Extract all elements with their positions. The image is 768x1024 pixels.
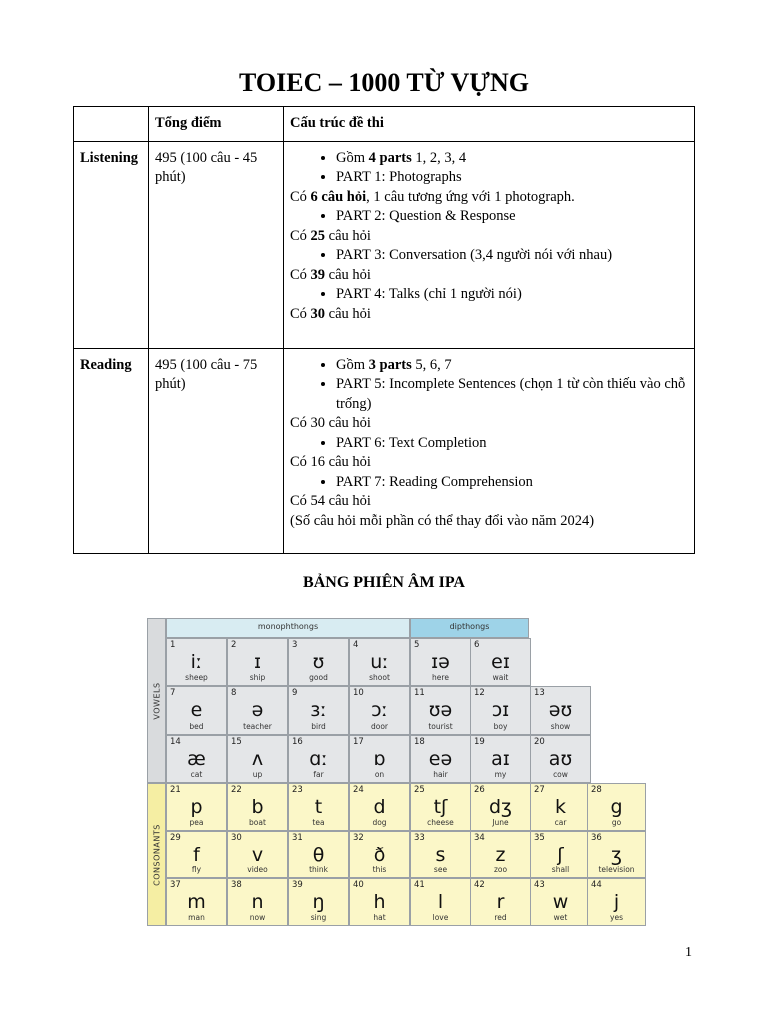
table-row-reading [74,348,695,553]
ipa-cell-number: 25 [414,785,425,795]
ipa-cell-18 [410,735,471,783]
ipa-cell-number: 42 [474,880,485,890]
ipa-example-word: this [372,865,387,874]
monophthongs-header: monophthongs [166,618,410,638]
ipa-example-word: television [598,865,635,874]
reading-bullet-list [290,434,688,454]
ipa-cell-22 [227,783,288,831]
ipa-symbol: aʊ [548,748,573,770]
ipa-cell-14 [166,735,227,783]
ipa-symbol: n [251,891,264,913]
ipa-symbol: ʊ [312,651,325,673]
listening-bullet-item: • Gồm 4 parts 1, 2, 3, 4 [336,149,688,169]
ipa-cell-number: 3 [292,640,298,650]
ipa-example-word: hat [373,913,386,922]
consonants-side-label [147,783,166,926]
ipa-cell-number: 12 [474,688,485,698]
ipa-symbol: k [554,796,566,818]
ipa-cell-number: 41 [414,880,425,890]
ipa-cell-39 [288,878,349,926]
table-row-listening [74,141,695,348]
ipa-cell-number: 18 [414,737,425,747]
ipa-symbol: əʊ [548,699,573,721]
ipa-symbol: ɒ [373,748,386,770]
ipa-cell-number: 36 [591,833,602,843]
page-number: 1 [685,945,692,960]
ipa-symbol: t [314,796,323,818]
ipa-cell-29 [166,831,227,878]
listening-question-count: Có 30 câu hỏi [290,305,371,322]
reading-bullet-item: • Gồm 3 parts 5, 6, 7 [336,356,688,376]
ipa-symbol: aɪ [491,748,510,770]
ipa-example-word: good [309,673,328,682]
ipa-cell-19 [470,735,531,783]
ipa-example-word: tourist [428,722,453,731]
ipa-cell-number: 37 [170,880,181,890]
ipa-cell-number: 11 [414,688,425,698]
ipa-cell-number: 7 [170,688,176,698]
ipa-example-word: up [252,770,263,779]
ipa-cell-10 [349,686,410,735]
ipa-symbol: ɜː [310,699,327,721]
ipa-example-word: teacher [243,722,272,731]
ipa-symbol: l [437,891,444,913]
listening-bullet-item: • PART 3: Conversation (3,4 người nói với nhau) [336,246,688,266]
ipa-section-title: BẢNG PHIÊN ÂM IPA [303,574,465,591]
ipa-symbol: eɪ [491,651,510,673]
ipa-cell-32 [349,831,410,878]
reading-structure [284,348,695,553]
ipa-cell-28 [587,783,646,831]
ipa-example-word: on [374,770,385,779]
ipa-symbol: ʊə [428,699,453,721]
ipa-cell-4 [349,638,410,686]
ipa-cell-number: 43 [534,880,545,890]
ipa-example-word: shoot [369,673,390,682]
ipa-cell-number: 44 [591,880,602,890]
ipa-cell-number: 32 [353,833,364,843]
ipa-symbol: ɔː [371,699,388,721]
ipa-example-word: go [611,818,622,827]
ipa-example-word: hair [433,770,448,779]
ipa-symbol: ŋ [312,891,325,913]
ipa-cell-21 [166,783,227,831]
ipa-example-word: show [550,722,571,731]
ipa-example-word: video [247,865,268,874]
ipa-symbol: f [193,844,200,866]
ipa-example-word: see [433,865,448,874]
ipa-symbol: h [373,891,386,913]
ipa-cell-number: 15 [231,737,242,747]
ipa-cell-12 [470,686,531,735]
reading-score: 495 (100 câu - 75 phút) [149,348,284,553]
ipa-example-word: now [249,913,266,922]
consonants-label-text: CONSONANTS [152,823,161,886]
ipa-example-word: car [554,818,567,827]
ipa-symbol: iː [190,651,203,673]
reading-bullet-list [290,356,688,415]
ipa-cell-number: 39 [292,880,303,890]
ipa-cell-16 [288,735,349,783]
ipa-symbol: p [190,796,203,818]
ipa-cell-3 [288,638,349,686]
reading-question-count: Có 30 câu hỏi [290,415,371,431]
ipa-cell-17 [349,735,410,783]
ipa-cell-44 [587,878,646,926]
ipa-example-word: my [494,770,507,779]
reading-question-count: Có 16 câu hỏi [290,454,371,470]
ipa-cell-1 [166,638,227,686]
toeic-structure-table [73,106,695,554]
ipa-cell-number: 30 [231,833,242,843]
ipa-example-word: zoo [493,865,508,874]
ipa-symbol: s [435,844,446,866]
vowels-label-text: VOWELS [152,681,161,720]
ipa-example-word: pea [189,818,204,827]
ipa-example-word: boat [249,818,266,827]
ipa-cell-number: 5 [414,640,420,650]
ipa-example-word: sing [310,913,327,922]
ipa-cell-number: 24 [353,785,364,795]
ipa-cell-9 [288,686,349,735]
ipa-cell-number: 35 [534,833,545,843]
ipa-cell-43 [530,878,591,926]
ipa-chart [147,618,647,926]
ipa-cell-number: 19 [474,737,485,747]
ipa-cell-number: 26 [474,785,485,795]
ipa-example-word: cat [190,770,203,779]
ipa-cell-number: 21 [170,785,181,795]
ipa-example-word: ship [249,673,266,682]
ipa-cell-number: 16 [292,737,303,747]
ipa-symbol: ɔɪ [491,699,510,721]
ipa-cell-15 [227,735,288,783]
ipa-cell-number: 38 [231,880,242,890]
ipa-symbol: b [251,796,264,818]
ipa-cell-20 [530,735,591,783]
ipa-symbol: eə [428,748,453,770]
ipa-cell-number: 17 [353,737,364,747]
ipa-cell-36 [587,831,646,878]
header-structure: Cấu trúc đề thi [284,107,695,142]
ipa-example-word: man [188,913,205,922]
listening-bullet-list [290,285,688,305]
ipa-example-word: bed [189,722,204,731]
ipa-cell-number: 28 [591,785,602,795]
document-title: TOIEC – 1000 TỪ VỰNG [239,68,529,97]
ipa-cell-number: 23 [292,785,303,795]
ipa-example-word: bird [311,722,326,731]
ipa-cell-26 [470,783,531,831]
reading-bullet-item: • PART 5: Incomplete Sentences (chọn 1 từ còn thiếu vào chỗ trống) [336,375,688,414]
ipa-example-word: boy [493,722,508,731]
ipa-example-word: door [370,722,389,731]
ipa-cell-34 [470,831,531,878]
listening-bullet-list [290,246,688,266]
dipthongs-header: dipthongs [410,618,529,638]
ipa-symbol: θ [312,844,325,866]
ipa-example-word: dog [372,818,387,827]
ipa-cell-41 [410,878,471,926]
ipa-symbol: g [610,796,623,818]
ipa-cell-38 [227,878,288,926]
ipa-cell-25 [410,783,471,831]
ipa-symbol: uː [370,651,389,673]
ipa-example-word: June [492,818,509,827]
table-header-row [74,107,695,142]
reading-question-count: Có 54 câu hỏi [290,493,371,509]
listening-label: Listening [74,141,149,348]
ipa-symbol: ʌ [251,748,264,770]
listening-bullet-list [290,149,688,188]
ipa-symbol: d [373,796,386,818]
ipa-cell-5 [410,638,471,686]
ipa-cell-number: 33 [414,833,425,843]
ipa-example-word: cow [553,770,568,779]
ipa-symbol: ð [373,844,386,866]
ipa-symbol: e [190,699,203,721]
listening-structure [284,141,695,348]
ipa-symbol: r [496,891,505,913]
ipa-example-word: cheese [427,818,454,827]
ipa-cell-37 [166,878,227,926]
ipa-cell-8 [227,686,288,735]
ipa-symbol: ʃ [557,844,564,866]
header-empty [74,107,149,142]
reading-label: Reading [74,348,149,553]
ipa-cell-11 [410,686,471,735]
ipa-symbol: ʒ [611,844,622,866]
reading-bullet-item: • PART 7: Reading Comprehension [336,473,688,493]
reading-question-count: (Số câu hỏi mỗi phần có thể thay đổi vào năm 2024) [290,512,595,529]
ipa-symbol: j [613,891,620,913]
ipa-symbol: ɑː [309,748,328,770]
ipa-cell-2 [227,638,288,686]
ipa-example-word: red [494,913,507,922]
ipa-symbol: dʒ [488,796,513,818]
reading-bullet-list [290,473,688,493]
ipa-example-word: shall [551,865,570,874]
ipa-cell-number: 10 [353,688,364,698]
ipa-cell-30 [227,831,288,878]
ipa-symbol: ə [251,699,264,721]
ipa-cell-number: 13 [534,688,545,698]
ipa-cell-27 [530,783,591,831]
ipa-example-word: think [309,865,328,874]
ipa-example-word: love [432,913,449,922]
vowels-side-label [147,618,166,783]
ipa-cell-6 [470,638,531,686]
ipa-cell-number: 40 [353,880,364,890]
ipa-symbol: tʃ [433,796,448,818]
ipa-cell-number: 29 [170,833,181,843]
listening-bullet-item: • PART 1: Photographs [336,168,688,188]
ipa-symbol: m [187,891,206,913]
ipa-cell-number: 6 [474,640,480,650]
ipa-cell-40 [349,878,410,926]
ipa-cell-number: 20 [534,737,545,747]
ipa-symbol: v [251,844,264,866]
ipa-cell-number: 22 [231,785,242,795]
listening-question-count: Có 39 câu hỏi [290,266,371,283]
ipa-symbol: w [552,891,569,913]
ipa-symbol: ɪ [253,651,262,673]
listening-bullet-item: • PART 2: Question & Response [336,207,688,227]
ipa-cell-13 [530,686,591,735]
ipa-cell-number: 9 [292,688,298,698]
ipa-example-word: far [313,770,324,779]
ipa-cell-number: 14 [170,737,181,747]
ipa-cell-31 [288,831,349,878]
ipa-example-word: wet [553,913,568,922]
ipa-cell-33 [410,831,471,878]
ipa-cell-number: 31 [292,833,303,843]
ipa-cell-number: 8 [231,688,237,698]
ipa-symbol: æ [187,748,206,770]
listening-score: 495 (100 câu - 45 phút) [149,141,284,348]
ipa-symbol: ɪə [431,651,450,673]
ipa-cell-number: 2 [231,640,237,650]
ipa-cell-number: 1 [170,640,176,650]
ipa-cell-24 [349,783,410,831]
ipa-cell-23 [288,783,349,831]
ipa-cell-number: 4 [353,640,359,650]
ipa-cell-number: 27 [534,785,545,795]
listening-bullet-item: • PART 4: Talks (chỉ 1 người nói) [336,285,688,305]
listening-question-count: Có 25 câu hỏi [290,227,371,244]
ipa-example-word: fly [191,865,202,874]
ipa-cell-42 [470,878,531,926]
ipa-example-word: here [432,673,449,682]
ipa-symbol: z [495,844,506,866]
ipa-cell-7 [166,686,227,735]
reading-bullet-item: • PART 6: Text Completion [336,434,688,454]
ipa-example-word: wait [492,673,509,682]
ipa-cell-35 [530,831,591,878]
ipa-example-word: tea [312,818,325,827]
ipa-example-word: yes [610,913,623,922]
ipa-cell-number: 34 [474,833,485,843]
listening-question-count: Có 6 câu hỏi, 1 câu tương ứng với 1 photograph. [290,188,575,205]
ipa-example-word: sheep [185,673,208,682]
listening-bullet-list [290,207,688,227]
header-score: Tổng điểm [149,107,284,142]
